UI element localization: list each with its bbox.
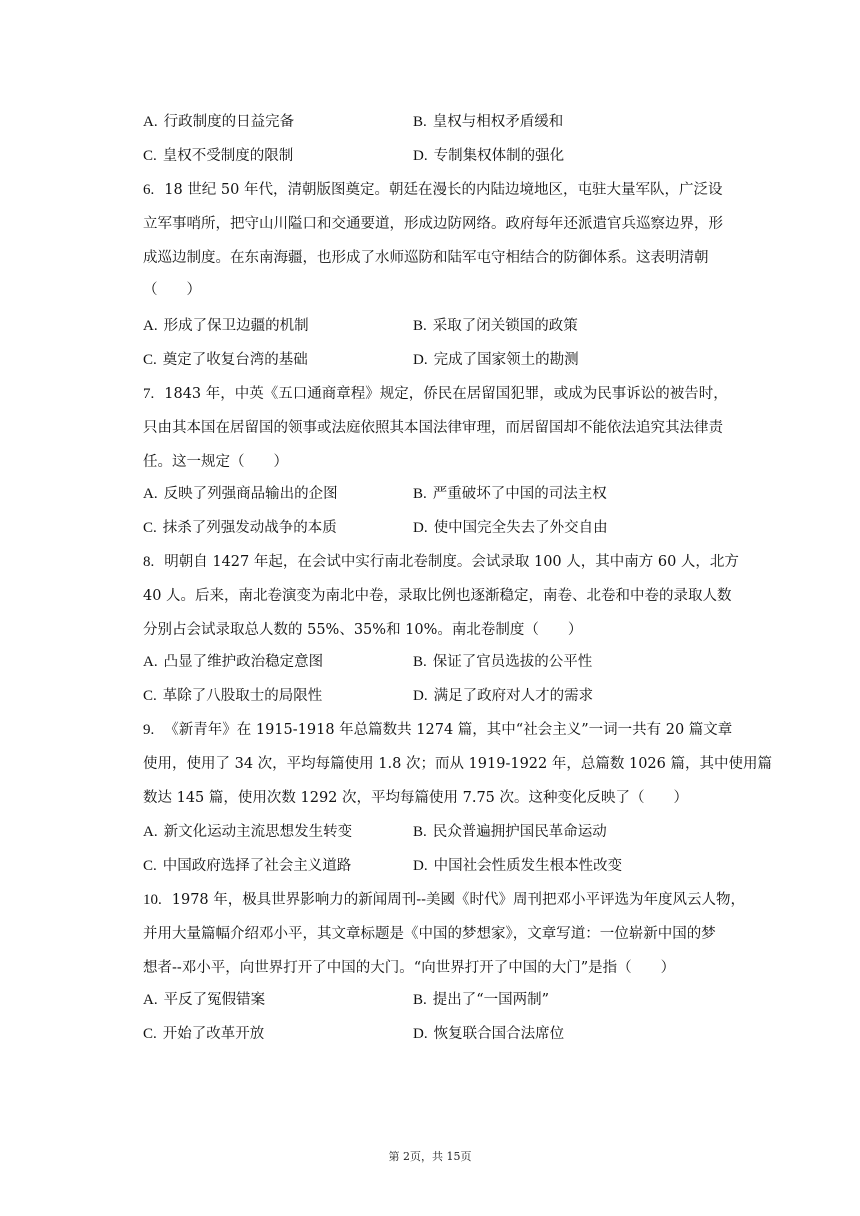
q9-line-3: 数达 145 篇，使用次数 1292 次，平均每篇使用 7.75 次。这种变化反映了（ ） [143, 790, 689, 806]
q10-number: 10. [143, 892, 162, 908]
q8-line-1: 8. 明朝自 1427 年起，在会试中实行南北卷制度。会试录取 100 人，其中南方 60 人，北方 [143, 554, 739, 570]
q10-option-c: C. 开始了改革开放 [143, 1026, 265, 1042]
q8-option-c: C. 革除了八股取士的局限性 [143, 688, 323, 704]
q6-line-3: 成巡边制度。在东南海疆，也形成了水师巡防和陆军屯守相结合的防御体系。这表明清朝 [143, 250, 709, 266]
q6-number: 6. [143, 182, 155, 198]
q7-option-c: C. 抹杀了列强发动战争的本质 [143, 520, 337, 536]
q7-option-b: B. 严重破坏了中国的司法主权 [413, 486, 607, 502]
q6-line-2: 立军事哨所，把守山川隘口和交通要道，形成边防网络。政府每年还派遣官兵巡察边界，形 [143, 216, 723, 232]
q7-line-2: 只由其本国在居留国的领事或法庭依照其本国法律审理，而居留国却不能依法追究其法律责 [143, 420, 723, 436]
q6-option-d: D. 完成了国家领土的勘测 [413, 352, 579, 368]
q9-option-b: B. 民众普遍拥护国民革命运动 [413, 824, 607, 840]
q10-option-d: D. 恢复联合国合法席位 [413, 1026, 565, 1042]
q5-option-a: A. 行政制度的日益完备 [143, 114, 295, 130]
q7-option-d: D. 使中国完全失去了外交自由 [413, 520, 608, 536]
q6-answer-blank: （ ） [143, 282, 201, 298]
q9-line-2: 使用，使用了 34 次，平均每篇使用 1.8 次；而从 1919-1922 年，总篇数 1026 篇，其中使用篇 [143, 756, 772, 772]
q7-line-1: 7. 1843 年，中英《五口通商章程》规定，侨民在居留国犯罪，或成为民事诉讼的被告时， [143, 386, 728, 402]
q8-option-d: D. 满足了政府对人才的需求 [413, 688, 594, 704]
q9-option-d: D. 中国社会性质发生根本性改变 [413, 858, 623, 874]
q5-option-b: B. 皇权与相权矛盾缓和 [413, 114, 564, 130]
q10-line-1: 10. 1978 年，极具世界影响力的新闻周刊--美國《时代》周刊把邓小平评选为年度风云人物， [143, 892, 746, 908]
q6-line-1: 6. 18 世纪 50 年代，清朝版图奠定。朝廷在漫长的内陆边境地区，屯驻大量军队，广泛设 [143, 182, 723, 198]
q10-line-3: 想者--邓小平，向世界打开了中国的大门。“向世界打开了中国的大门”是指（ ） [143, 960, 676, 976]
q8-line-3: 分别占会试录取总人数的 55%、35%和 10%。南北卷制度（ ） [143, 622, 583, 638]
q5-option-c: C. 皇权不受制度的限制 [143, 148, 294, 164]
q8-line-2: 40 人。后来，南北卷演变为南北中卷，录取比例也逐渐稳定，南卷、北卷和中卷的录取人数 [143, 588, 732, 604]
q6-option-b: B. 采取了闭关锁国的政策 [413, 318, 578, 334]
q7-option-a: A. 反映了列强商品输出的企图 [143, 486, 338, 502]
q10-option-b: B. 提出了“一国两制” [413, 992, 550, 1008]
q10-line-2: 并用大量篇幅介绍邓小平，其文章标题是《中国的梦想家》，文章写道：一位崭新中国的梦 [143, 926, 716, 942]
q7-number: 7. [143, 386, 155, 402]
q10-option-a: A. 平反了冤假错案 [143, 992, 266, 1008]
q8-option-a: A. 凸显了维护政治稳定意图 [143, 654, 324, 670]
q9-option-a: A. 新文化运动主流思想发生转变 [143, 824, 353, 840]
q6-option-c: C. 奠定了收复台湾的基础 [143, 352, 308, 368]
q5-option-d: D. 专制集权体制的强化 [413, 148, 565, 164]
q9-option-c: C. 中国政府选择了社会主义道路 [143, 858, 352, 874]
q9-line-1: 9. 《新青年》在 1915-1918 年总篇数共 1274 篇，其中“社会主义”一词一共有 20 篇文章 [143, 722, 733, 738]
q7-line-3: 任。这一规定（ ） [143, 454, 288, 470]
page-footer: 第 2页，共 15页 [388, 1150, 472, 1163]
q9-number: 9. [143, 722, 155, 738]
q8-option-b: B. 保证了官员选拔的公平性 [413, 654, 593, 670]
q6-option-a: A. 形成了保卫边疆的机制 [143, 318, 309, 334]
q8-number: 8. [143, 554, 155, 570]
